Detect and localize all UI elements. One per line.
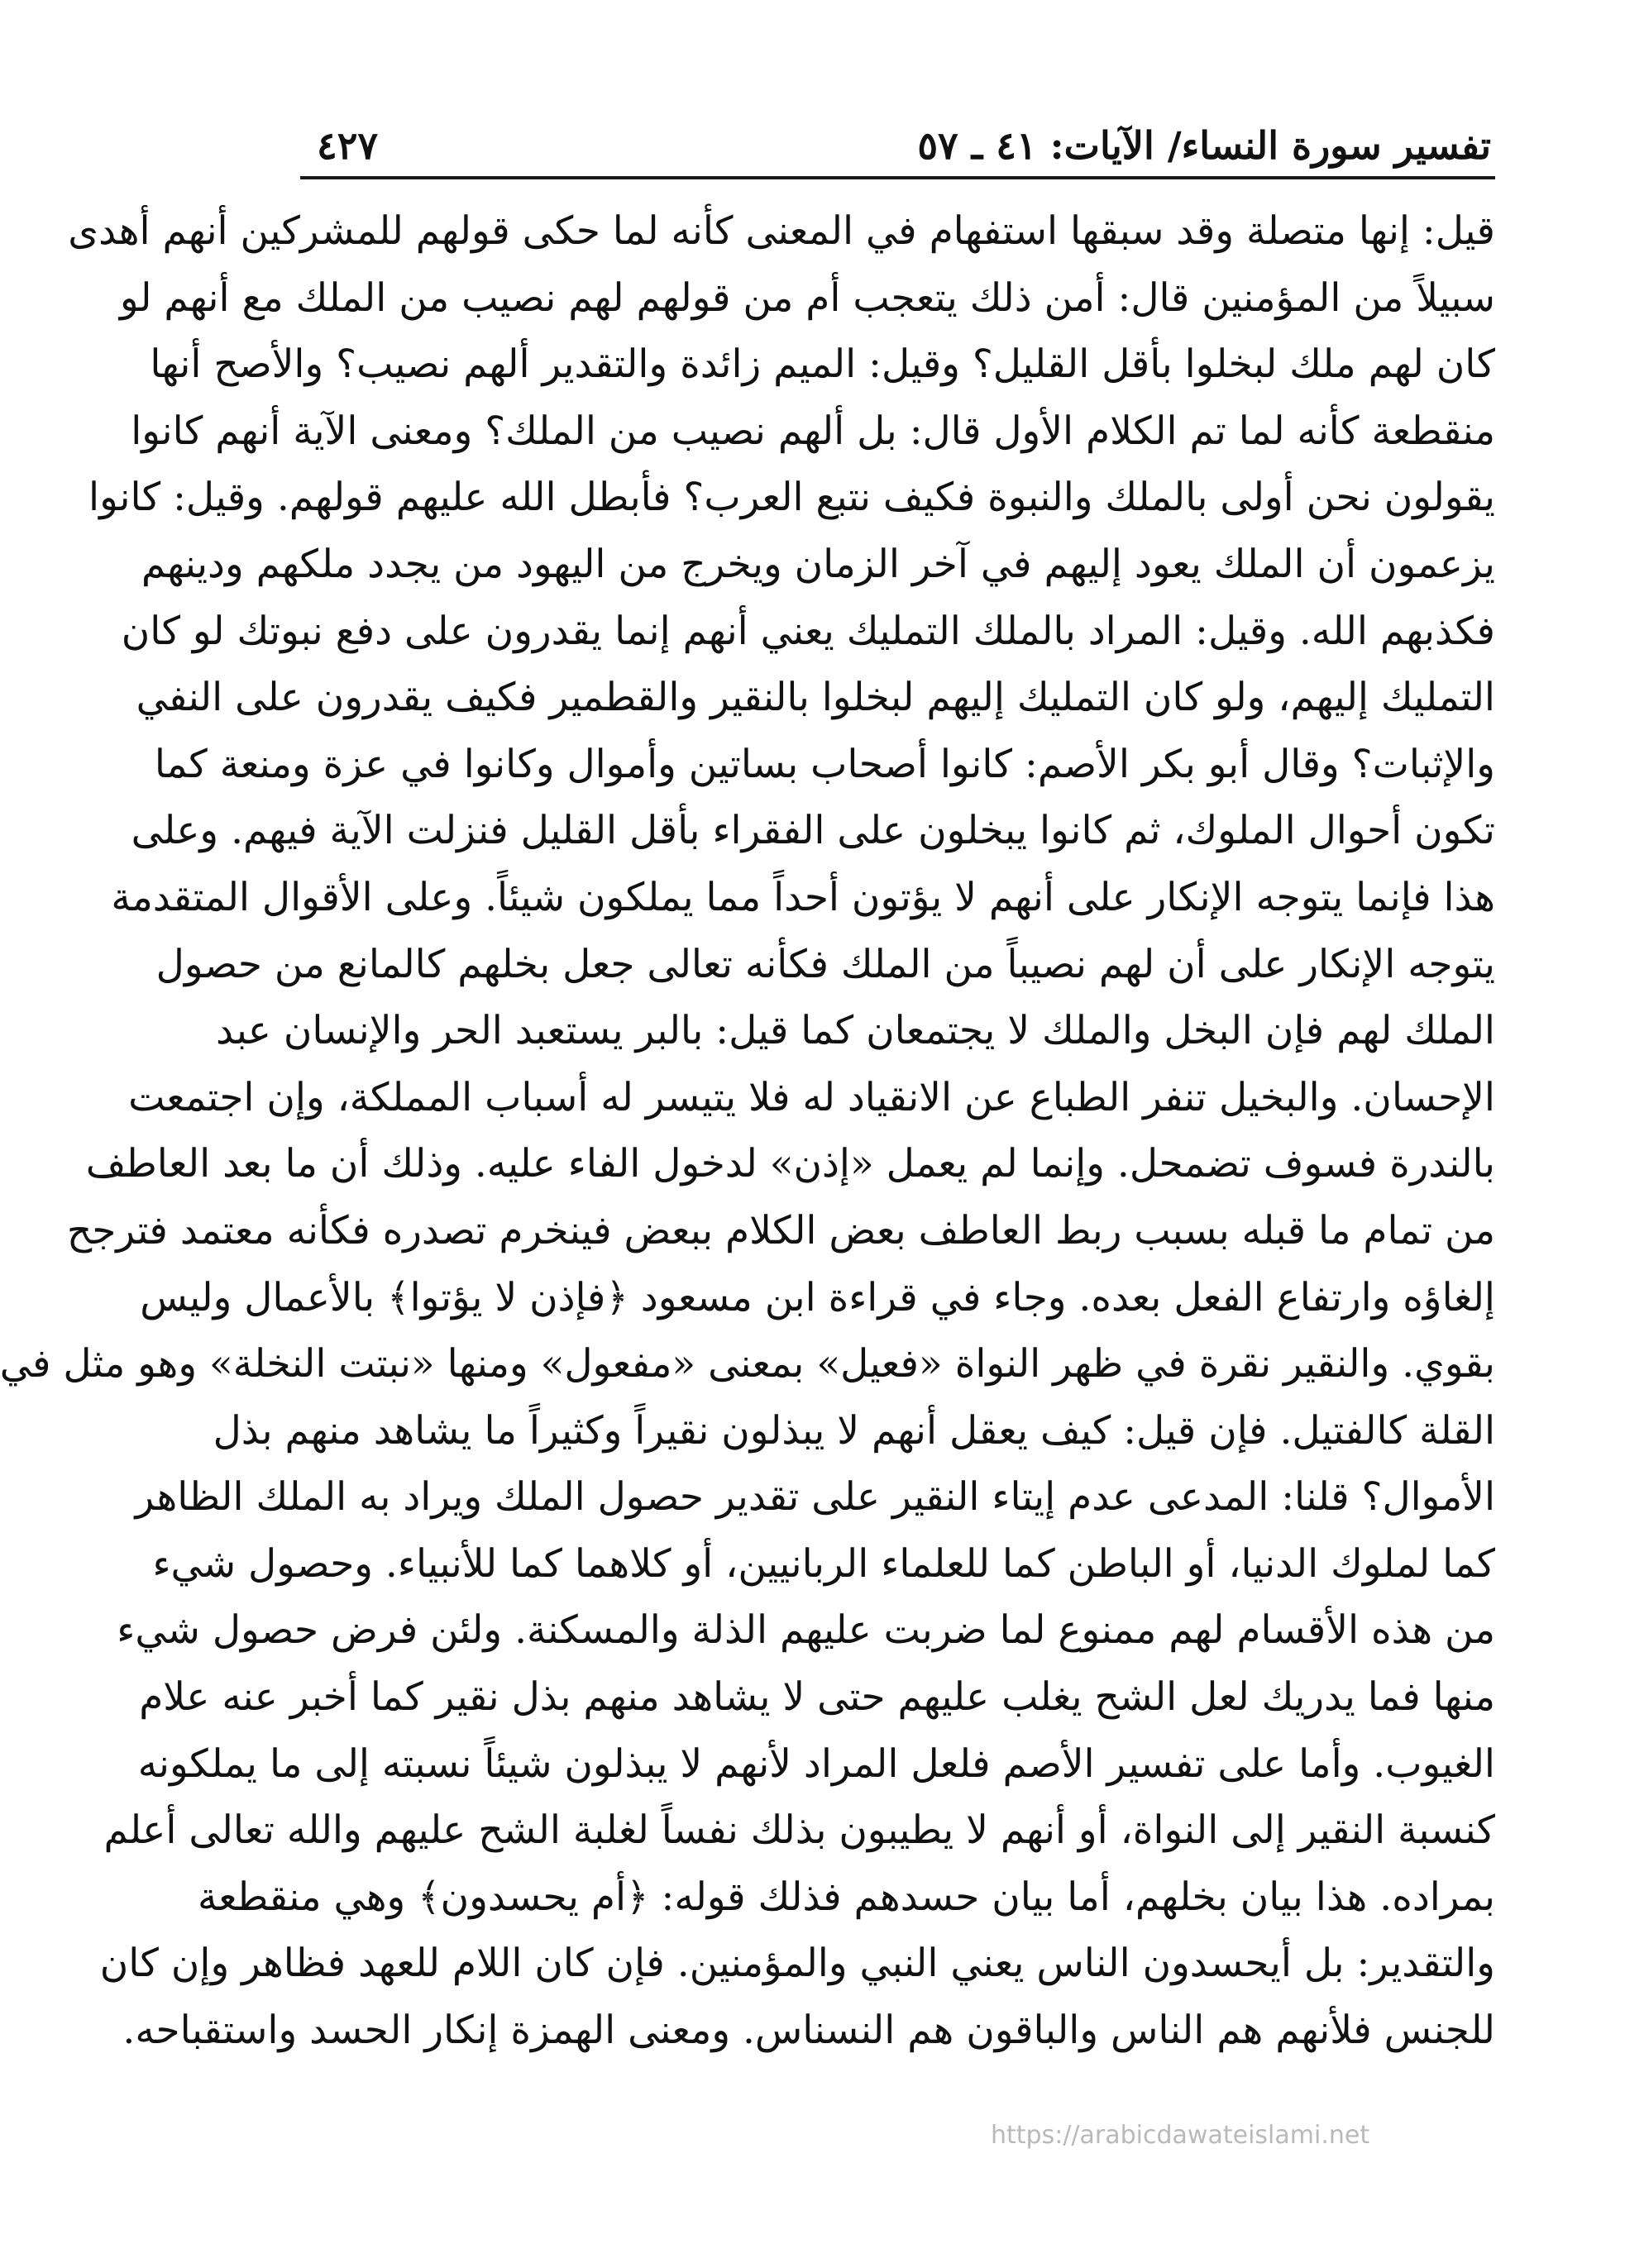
header-rule [300,176,1495,179]
text-line: سبيلاً من المؤمنين قال: أمن ذلك يتعجب أم من قولهم لهم نصيب من الملك مع أنهم لو [119,275,1495,321]
text-line: الأموال؟ قلنا: المدعى عدم إيتاء النقير على تقدير حصول الملك ويراد به الملك الظاهر [135,1474,1495,1521]
text-line: من هذه الأقسام لهم ممنوع لما ضربت عليهم الذلة والمسكنة. ولئن فرض حصول شيء [117,1607,1495,1654]
text-line: بقوي. والنقير نقرة في ظهر النواة «فعيل» بمعنى «مفعول» ومنها «نبتت النخلة» وهو مثل في [0,1341,1495,1387]
text-line: هذا فإنما يتوجه الإنكار على أنهم لا يؤتون أحداً مما يملكون شيئاً. وعلى الأقوال المتقدمة [111,874,1495,920]
text-line: منقطعة كأنه لما تم الكلام الأول قال: بل ألهم نصيب من الملك؟ ومعنى الآية أنهم كانوا [131,408,1495,454]
text-line: فكذبهم الله. وقيل: المراد بالملك التمليك يعني أنهم إنما يقدرون على دفع نبوتك لو كان [121,608,1495,654]
page-header [317,120,1491,178]
text-line: والإثبات؟ وقال أبو بكر الأصم: كانوا أصحاب بساتين وأموال وكانوا في عزة ومنعة كما [154,741,1495,787]
text-line: التمليك إليهم، ولو كان التمليك إليهم لبخلوا بالنقير والقطمير فكيف يقدرون على النفي [136,675,1495,721]
text-line: قيل: إنها متصلة وقد سبقها استفهام في المعنى كأنه لما حكى قولهم للمشركين أنهم أهدى [68,208,1495,254]
running-title: تفسير سورة النساء/ الآيات: ٤١ ـ ٥٧ [917,123,1491,168]
body-text [0,198,1495,2065]
text-line: الملك لهم فإن البخل والملك لا يجتمعان كما قيل: بالبر يستعبد الحر والإنسان عبد [216,1008,1495,1054]
text-line: الإحسان. والبخيل تنفر الطباع عن الانقياد له فلا يتيسر له أسباب المملكة، وإن اجتمعت [128,1074,1495,1120]
text-line: يتوجه الإنكار على أن لهم نصيباً من الملك فكأنه تعالى جعل بخلهم كالمانع من حصول [155,941,1495,987]
text-line: بالندرة فسوف تضمحل. وإنما لم يعمل «إذن» لدخول الفاء عليه. وذلك أن ما بعد العاطف [85,1141,1495,1187]
text-line: للجنس فلأنهم هم الناس والباقون هم النسناس. ومعنى الهمزة إنكار الحسد واستقباحه. [122,2008,1495,2054]
text-line: تكون أحوال الملوك، ثم كانوا يبخلون على الفقراء بأقل القليل فنزلت الآية فيهم. وعلى [131,808,1495,854]
text-line: منها فما يدريك لعل الشح يغلب عليهم حتى لا يشاهد منهم بذل نقير كما أخبر عنه علام [139,1674,1495,1721]
watermark-url: https://arabicdawateislami.net [991,2121,1370,2150]
text-line: يقولون نحن أولى بالملك والنبوة فكيف نتبع العرب؟ فأبطل الله عليهم قولهم. وقيل: كانوا [88,475,1495,521]
text-line: يزعمون أن الملك يعود إليهم في آخر الزمان ويخرج من اليهود من يجدد ملكهم ودينهم [141,541,1495,587]
text-line: بمراده. هذا بيان بخلهم، أما بيان حسدهم فذلك قوله: ﴿أم يحسدون﴾ وهي منقطعة [198,1874,1495,1920]
page-number: ٤٢٧ [317,123,379,168]
text-line: والتقدير: بل أيحسدون الناس يعني النبي والمؤمنين. فإن كان اللام للعهد فظاهر وإن كان [99,1941,1495,1987]
text-line: كما لملوك الدنيا، أو الباطن كما للعلماء الربانيين، أو كلاهما كما للأنبياء. وحصول شيء [152,1540,1495,1587]
text-line: من تمام ما قبله بسبب ربط العاطف بعض الكلام ببعض فينخرم تصدره فكأنه معتمد فترجح [66,1207,1495,1253]
text-line: القلة كالفتيل. فإن قيل: كيف يعقل أنهم لا يبذلون نقيراً وكثيراً ما يشاهد منهم بذل [213,1407,1495,1454]
text-line: إلغاؤه وارتفاع الفعل بعده. وجاء في قراءة ابن مسعود ﴿فإذن لا يؤتوا﴾ بالأعمال وليس [140,1274,1495,1320]
text-line: كنسبة النقير إلى النواة، أو أنهم لا يطيبون بذلك نفساً لغلبة الشح عليهم والله تعالى أعلم [103,1807,1495,1854]
text-line: الغيوب. وأما على تفسير الأصم فلعل المراد لأنهم لا يبذلون شيئاً نسبته إلى ما يملكونه [137,1740,1495,1787]
text-line: كان لهم ملك لبخلوا بأقل القليل؟ وقيل: الميم زائدة والتقدير ألهم نصيب؟ والأصح أنها [150,341,1495,388]
